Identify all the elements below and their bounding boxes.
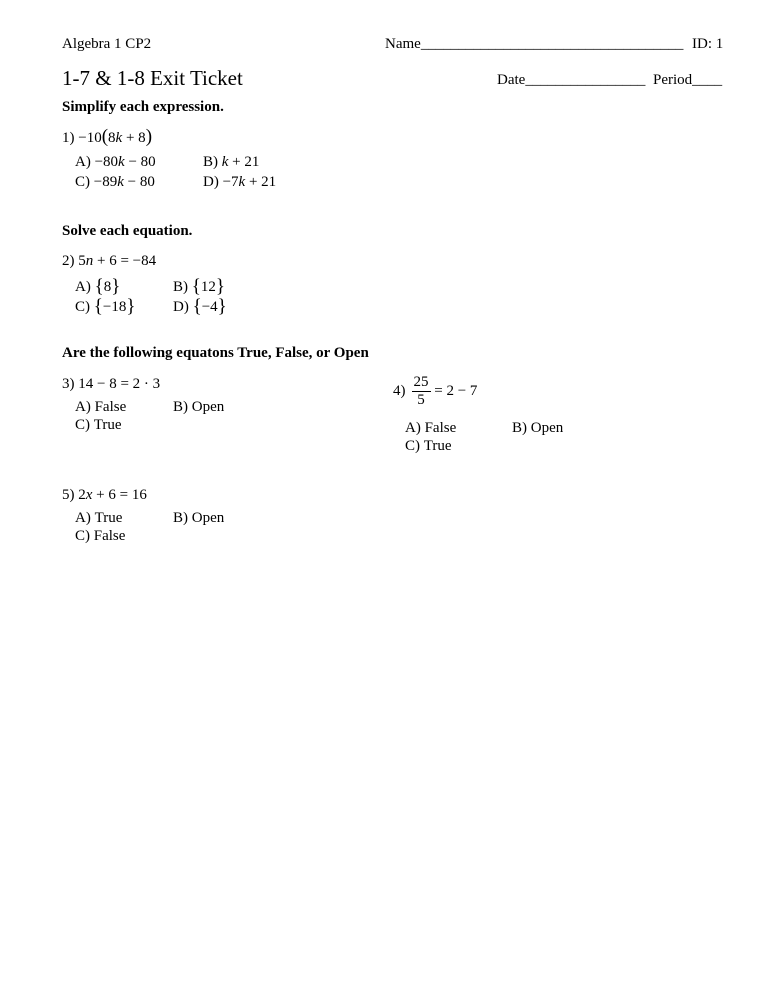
period-field[interactable]: Period____ [653,72,723,88]
answer-option[interactable]: D) {−4} [173,296,227,317]
fraction: $\frac{25}{5}$ [413,374,429,408]
answer-option[interactable]: A) {8} [75,276,121,297]
question-number: 1) [62,130,75,146]
question-2: 2) 5n + 6 = −84 [62,253,157,269]
answer-option[interactable]: C) True [75,417,122,433]
question-number: 5) [62,487,75,503]
page-title: 1-7 & 1-8 Exit Ticket [62,66,243,90]
answer-option[interactable]: C) −89k − 80 [75,174,155,190]
section-heading-solve: Solve each equation. [62,223,193,239]
answer-option[interactable]: A) False [405,420,457,436]
question-number: 2) [62,253,75,269]
question-1: 1) −10(8k + 8) [62,126,153,147]
name-field[interactable]: Name___________________________________ [385,36,684,52]
answer-option[interactable]: B) Open [173,399,225,415]
answer-option[interactable]: C) True [405,438,452,454]
answer-option[interactable]: C) False [75,528,126,544]
answer-option[interactable]: B) Open [173,510,225,526]
answer-option[interactable]: B) Open [512,420,564,436]
answer-option[interactable]: A) True [75,510,123,526]
question-3: 3) 14 − 8 = 2 · 3 [62,376,161,392]
answer-option[interactable]: D) −7k + 21 [203,174,277,190]
question-5: 5) 2x + 6 = 16 [62,487,147,503]
course-name: Algebra 1 CP2 [62,36,152,52]
answer-option[interactable]: B) k + 21 [203,154,260,170]
id-label: ID: 1 [692,36,724,52]
answer-option[interactable]: A) False [75,399,127,415]
question-number: 4) [393,383,406,399]
question-4: 4) $\frac{25}{5}$ = 2 − 7 [393,374,478,408]
answer-option[interactable]: B) {12} [173,276,225,297]
answer-option[interactable]: C) {−18} [75,296,136,317]
question-coefficient: −10 [78,130,102,146]
question-number: 3) [62,376,75,392]
answer-option[interactable]: A) −80k − 80 [75,154,156,170]
section-heading-truth: Are the following equatons True, False, or Open [62,345,369,361]
date-field[interactable]: Date________________ [497,72,646,88]
section-heading-simplify: Simplify each expression. [62,99,224,115]
